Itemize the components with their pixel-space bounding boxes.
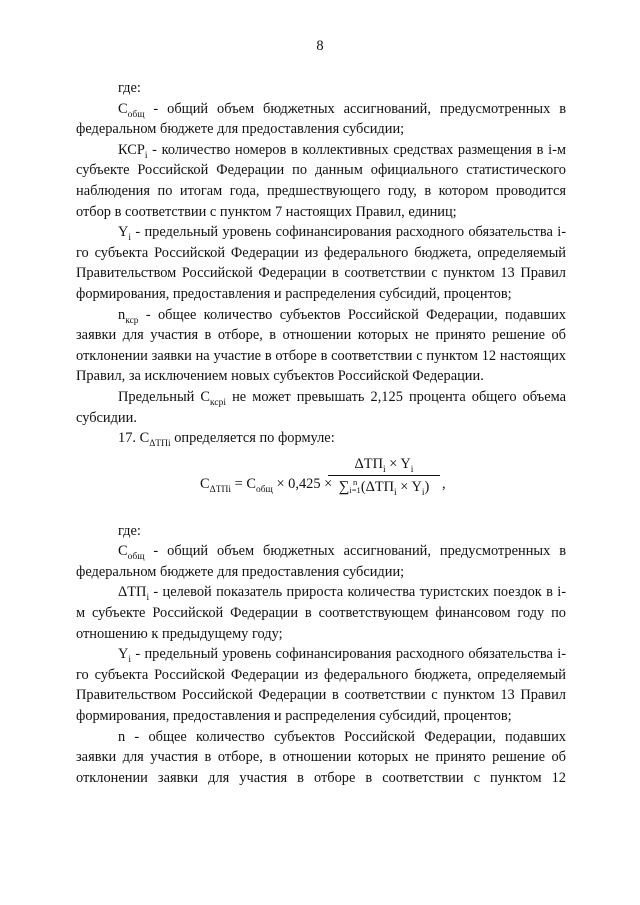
where-label: где: (118, 80, 141, 96)
definition-c-obsch: $С_{общ}$ - общий объем бюджетных ассигнований, предусмотренных в федеральном бюджете для предоставления субсидии; (76, 100, 566, 138)
definition-c-obsch-2: $С_{общ}$ - общий объем бюджетных ассигнований, предусмотренных в федеральном бюджете для предоставления субсидии; (76, 543, 566, 580)
formula-lhs: $С_{\Delta ТПi} = С_{общ} \times 0,425$ × (200, 475, 333, 495)
definition-y: $Y_i$ - предельный уровень софинансирования расходного обязательства i-го субъекта Российской Федерации из федерального бюджета, определяемый Правительством Российской Федерации в соответствии с пунктом 13 Правил формирования, предоставления и распределения субсидий, процентов; (76, 224, 566, 302)
page-number: 8 (316, 38, 324, 54)
limit-paragraph: Предельный $С_{ксpi}$ не может превышать 2,125 процента общего объема субсидии. (76, 388, 566, 426)
definition-dtp: $\Delta ТП_i$ - целевой показатель прироста количества туристских поездок в i-м субъекте Российской Федерации в соответствующем финансовом году по отношению к предыдущему году; (76, 584, 566, 642)
formula-c-dtp (76, 455, 566, 513)
formula-tail: , (442, 475, 446, 492)
definition-n-ksr: $n_{ксp}$ - общее количество субъектов Российской Федерации, подавших заявки для участия в отборе, в отношении которых не принято решение об отклонении заявки на участие в отборе в соответствии с пунктом 12 настоящих Правил, за исключением новых субъектов Российской Федерации. (76, 306, 566, 385)
formula-fraction (328, 455, 440, 497)
item-17-heading: 17. $С_{\Delta ТПi}$ определяется по формуле: (118, 430, 335, 449)
definition-n: n - общее количество субъектов Российской Федерации, подавших заявки для участия в отборе, в отношении которых не принято решение об отклонении заявки для участия в отборе в соответствии с пунктом 12 (76, 728, 566, 786)
definition-y-2: $Y_i$ - предельный уровень софинансирования расходного обязательства i-го субъекта Российской Федерации из федерального бюджета, определяемый Правительством Российской Федерации в соответствии с пунктом 13 Правил формирования, предоставления и распределения субсидий, процентов; (76, 646, 566, 725)
formula-denominator: ∑ n $i=1(\Delta ТП_i \times Y_i)$ (338, 476, 430, 498)
definition-ksr: $КСР_i$ - количество номеров в коллективных средствах размещения в i-м субъекте Российской Федерации по данным официального статистического наблюдения по итогам года, предшествующего году, в котором проводится отбор в соответствии с пунктом 7 настоящих Правил, единиц; (76, 141, 566, 220)
document-body (76, 78, 566, 788)
where-label-2: где: (118, 522, 141, 539)
formula-numerator: $\Delta ТП_i \times Y_i$ (328, 455, 440, 476)
